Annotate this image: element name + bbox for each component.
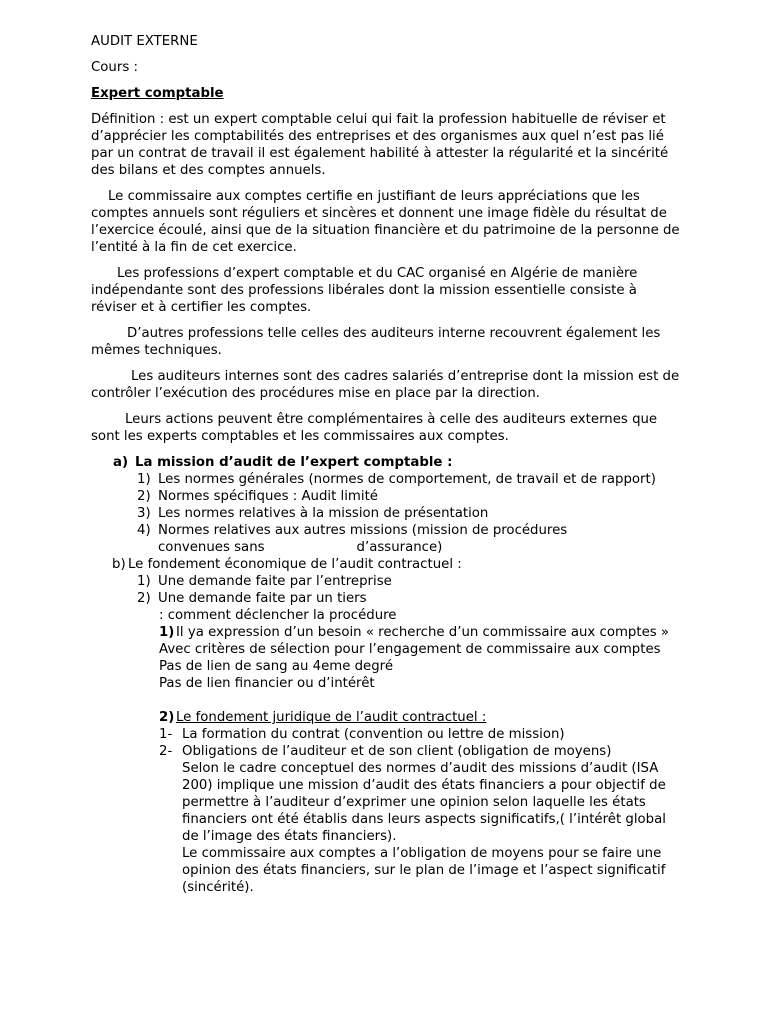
list-item-text: Les normes générales (normes de comportement, de travail et de rapport) — [158, 472, 656, 487]
list-marker: 1) — [137, 574, 151, 589]
list-marker: a) — [113, 455, 129, 470]
list-marker: 4) — [137, 523, 151, 538]
list-item — [91, 471, 684, 488]
blank-line — [91, 692, 684, 709]
list-item — [91, 573, 684, 590]
list-item — [91, 488, 684, 505]
list-marker: 2) — [137, 591, 151, 606]
continuation-paragraph: Selon le cadre conceptuel des normes d’audit des missions d’audit (ISA 200) implique une mission d’audit des états financiers a pour objectif de permettre à l’auditeur d’exprimer une opinion selon laquelle les états financiers ont été établis dans leurs aspects significatifs,( l’intérêt global de l’image des états financiers). — [182, 761, 666, 844]
cours-label: Cours : — [91, 60, 138, 75]
list-item — [91, 590, 684, 607]
list-marker: 1- — [159, 727, 173, 742]
list-marker: b) — [112, 557, 126, 572]
list-marker: 2- — [159, 744, 173, 759]
procedure-line: : comment déclencher la procédure — [159, 608, 397, 623]
list-item — [91, 743, 684, 760]
list-item-text: Le fondement juridique de l’audit contractuel : — [176, 710, 487, 725]
continuation-paragraph: Le commissaire aux comptes a l’obligation de moyens pour se faire une opinion des états financiers, sur le plan de l’image et l’aspect significatif (sincérité). — [182, 846, 666, 895]
section-b-heading — [91, 556, 684, 573]
sub-item-besoin — [91, 624, 684, 641]
paragraph-commissaire: Le commissaire aux comptes certifie en justifiant de leurs appréciations que les comptes annuels sont réguliers et sincères et donnent une image fidèle du résultat de l’exercice écoulé, ainsi que de la situation financière et du patrimoine de la personne de l’entité à la fin de cet exercice. — [91, 189, 680, 255]
section-subtitle: Expert comptable — [91, 86, 224, 101]
list-item-text: Une demande faite par l’entreprise — [158, 574, 392, 589]
list-marker: 1) — [137, 472, 151, 487]
paragraph-actions: Leurs actions peuvent être complémentaires à celle des auditeurs externes que sont les experts comptables et les commissaires aux comptes. — [91, 412, 658, 444]
list-item-text: La formation du contrat (convention ou lettre de mission) — [182, 727, 565, 742]
section-b-heading-text: Le fondement économique de l’audit contractuel : — [128, 557, 462, 572]
list-item — [91, 522, 684, 556]
document-title: AUDIT EXTERNE — [91, 34, 198, 49]
list-item — [91, 726, 684, 743]
section-a-heading — [91, 454, 684, 471]
list-item-text: Normes spécifiques : Audit limité — [158, 489, 378, 504]
criteria-line: Pas de lien de sang au 4eme degré — [159, 659, 394, 674]
paragraph-auditeurs-internes: Les auditeurs internes sont des cadres salariés d’entreprise dont la mission est de contrôler l’exécution des procédures mise en place par la direction. — [91, 369, 680, 401]
criteria-line: Pas de lien financier ou d’intérêt — [159, 676, 375, 691]
paragraph-definition: Définition : est un expert comptable celui qui fait la profession habituelle de réviser et d’apprécier les comptabilités des entreprises et des organismes aux quel n’est pas lié par un contrat de travail il est également habilité à attester la régularité et la sincérité des bilans et des comptes annuels. — [91, 112, 669, 178]
paragraph-autres-professions: D’autres professions telle celles des auditeurs interne recouvrent également les mêmes techniques. — [91, 326, 661, 358]
list-item-text: Les normes relatives à la mission de présentation — [158, 506, 489, 521]
list-item — [91, 505, 684, 522]
list-item-text: d’assurance) — [356, 540, 443, 555]
list-marker: 2) — [159, 710, 175, 725]
list-item-text: Obligations de l’auditeur et de son client (obligation de moyens) — [182, 744, 612, 759]
list-marker: 3) — [137, 506, 151, 521]
paragraph-professions: Les professions d’expert comptable et du CAC organisé en Algérie de manière indépendante sont des professions libérales dont la mission essentielle consiste à réviser et à certifier les comptes. — [91, 266, 638, 315]
section-a-heading-text: La mission d’audit de l’expert comptable : — [135, 455, 453, 470]
sub-item-juridique — [91, 709, 684, 726]
list-item-text: Une demande faite par un tiers — [158, 591, 367, 606]
list-item-text: Il ya expression d’un besoin « recherche d’un commissaire aux comptes » — [176, 625, 670, 640]
list-item-text: Normes relatives aux autres missions (mission de procédures — [158, 523, 568, 538]
criteria-line: Avec critères de sélection pour l’engagement de commissaire aux comptes — [159, 642, 661, 657]
list-marker: 1) — [159, 625, 175, 640]
list-marker: 2) — [137, 489, 151, 504]
list-item-text: convenues sans — [158, 540, 265, 555]
